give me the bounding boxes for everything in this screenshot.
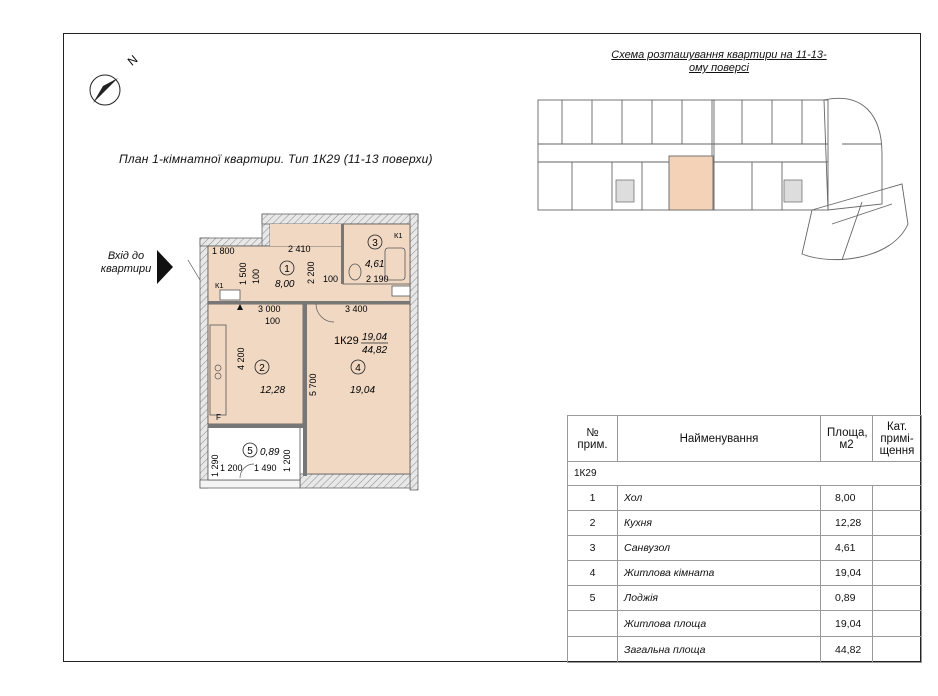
table-summary-row (568, 611, 922, 637)
scheme-partition (832, 204, 892, 224)
entrance-arrow (155, 248, 177, 288)
cell-num: 5 (568, 586, 618, 611)
wall-loggia-bottom (200, 480, 300, 488)
dim-1290: 1 290 (210, 454, 220, 477)
table-row (568, 536, 922, 561)
plan-title: План 1-кімнатної квартири. Тип 1К29 (11-13 поверхи) (119, 152, 433, 166)
wall-interior-vert (303, 304, 307, 476)
group-label: 1К29 (568, 462, 922, 486)
dim-2190: 2 190 (366, 274, 389, 284)
mark-f: F (216, 413, 221, 422)
scheme-partition (842, 202, 862, 260)
dim-1490: 1 490 (254, 463, 277, 473)
cell-cat (873, 611, 922, 637)
rooms-table (567, 415, 922, 663)
header-num: № прим. (568, 416, 618, 462)
north-arrow (86, 50, 146, 110)
cell-name: Санвузол (618, 536, 821, 561)
dim-4200: 4 200 (236, 347, 246, 370)
room-area-2: 12,28 (260, 385, 286, 396)
dim-100: 100 (251, 268, 261, 284)
cell-num: 1 (568, 486, 618, 511)
summary-name: Житлова площа (618, 611, 821, 637)
north-label: N (124, 52, 141, 69)
dim-3400: 3 400 (345, 304, 368, 314)
cell-area: 12,28 (821, 511, 873, 536)
scheme-curve (824, 98, 882, 210)
apartment-living-area: 19,04 (362, 332, 388, 343)
room-area-1: 8,00 (275, 279, 295, 290)
scheme-block-middle (712, 100, 828, 210)
scheme-stair (616, 180, 634, 202)
wall-right (410, 214, 418, 490)
summary-area: 44,82 (821, 637, 873, 663)
cell-num (568, 637, 618, 663)
apartment-total-area: 44,82 (362, 345, 388, 356)
scheme-stair (784, 180, 802, 202)
summary-area: 19,04 (821, 611, 873, 637)
dim-100: 100 (323, 274, 339, 284)
cell-cat (873, 637, 922, 663)
table-header-row (568, 416, 922, 462)
wall-bottom (300, 474, 410, 488)
room-area-5: 0,89 (260, 447, 280, 458)
wall-left (200, 238, 208, 488)
cell-name: Житлова кімната (618, 561, 821, 586)
compass-needle (93, 78, 118, 103)
entrance-label: Вхід до квартири (100, 250, 152, 275)
table-row (568, 511, 922, 536)
mark-k1: К1 (394, 231, 403, 240)
dim-1800: 1 800 (212, 246, 235, 256)
room-hall-top (270, 224, 343, 246)
dim-1200: 1 200 (220, 463, 243, 473)
cell-num (568, 611, 618, 637)
wall-top-left (200, 238, 268, 246)
cell-num: 4 (568, 561, 618, 586)
cell-name: Кухня (618, 511, 821, 536)
cell-area: 4,61 (821, 536, 873, 561)
cell-cat (873, 561, 922, 586)
room-num-4: 4 (355, 363, 361, 374)
cell-area: 0,89 (821, 586, 873, 611)
floor-scheme (532, 84, 910, 274)
header-area: Площа, м2 (821, 416, 873, 462)
dim-3000: 3 000 (258, 304, 281, 314)
dim-1500: 1 500 (238, 262, 248, 285)
table-group-row (568, 462, 922, 486)
cell-num: 3 (568, 536, 618, 561)
room-area-3: 4,61 (365, 259, 385, 270)
scheme-title: Схема розташування квартири на 11-13-ому поверсі (611, 49, 827, 74)
room-num-5: 5 (247, 446, 253, 457)
table-row (568, 586, 922, 611)
room-num-2: 2 (259, 363, 265, 374)
mark-k1: К1 (215, 281, 224, 290)
wall-hall-bottom (208, 301, 410, 304)
scheme-apartment-highlight (669, 156, 713, 210)
cell-area: 8,00 (821, 486, 873, 511)
dim-5700: 5 700 (308, 373, 318, 396)
header-cat: Кат. примі-щення (873, 416, 922, 462)
room-num-3: 3 (372, 238, 378, 249)
dim-1200: 1 200 (282, 449, 292, 472)
apartment-code: 1К29 (334, 335, 359, 347)
floor-plan (180, 210, 430, 495)
dim-2200: 2 200 (306, 261, 316, 284)
entry-door-leaf (188, 260, 200, 280)
dim-2410: 2 410 (288, 244, 311, 254)
cell-cat (873, 536, 922, 561)
table-summary-row (568, 637, 922, 663)
wall-kitchen-loggia (208, 424, 303, 428)
cell-name: Лоджія (618, 586, 821, 611)
header-name: Найменування (618, 416, 821, 462)
cell-cat (873, 586, 922, 611)
wall-bathroom (341, 224, 344, 284)
dim-100: 100 (265, 316, 281, 326)
table-row (568, 486, 922, 511)
cell-area: 19,04 (821, 561, 873, 586)
vent-k1 (392, 286, 410, 296)
cell-cat (873, 511, 922, 536)
wall-top (262, 214, 418, 224)
boiler-k1 (220, 290, 240, 300)
table-row (568, 561, 922, 586)
summary-name: Загальна площа (618, 637, 821, 663)
entrance-arrow-icon (157, 250, 173, 284)
room-num-1: 1 (284, 264, 290, 275)
room-area-4: 19,04 (350, 385, 376, 396)
cell-num: 2 (568, 511, 618, 536)
cell-name: Хол (618, 486, 821, 511)
cell-cat (873, 486, 922, 511)
